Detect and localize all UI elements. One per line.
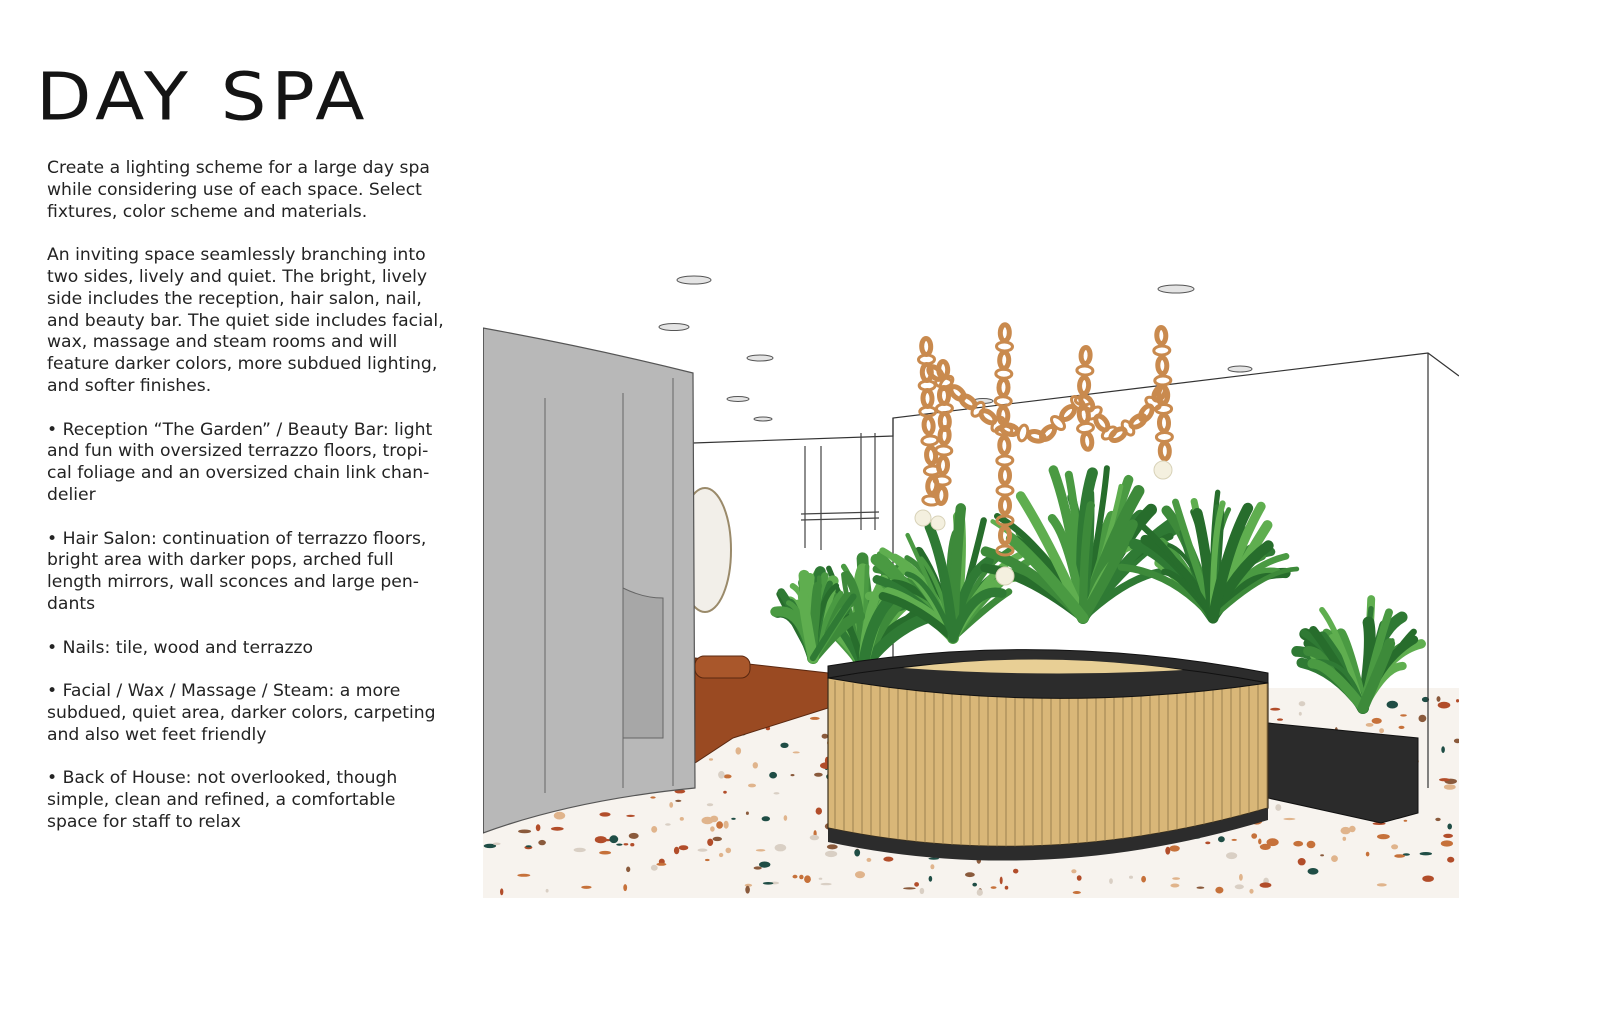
terrazzo-chip — [1235, 884, 1244, 889]
terrazzo-chip — [1438, 702, 1451, 709]
chain-link — [1000, 352, 1009, 368]
terrazzo-chip — [500, 888, 503, 895]
terrazzo-chip — [1387, 701, 1398, 709]
terrazzo-chip — [1077, 875, 1082, 881]
chain-link — [1001, 528, 1010, 544]
terrazzo-chip — [595, 836, 607, 843]
terrazzo-chip — [903, 887, 916, 889]
terrazzo-chip — [810, 835, 819, 840]
terrazzo-chip — [1441, 746, 1445, 753]
terrazzo-chip — [1400, 714, 1407, 716]
terrazzo-chip — [965, 872, 975, 877]
chain-link — [936, 446, 952, 456]
terrazzo-chip — [726, 848, 732, 854]
terrazzo-chip — [972, 883, 977, 887]
terrazzo-chip — [517, 874, 530, 877]
terrazzo-chip — [1441, 840, 1453, 846]
terrazzo-chip — [1308, 868, 1319, 875]
terrazzo-chip — [1444, 784, 1456, 790]
terrazzo-chip — [1331, 855, 1338, 862]
terrazzo-chip — [680, 817, 684, 821]
terrazzo-chip — [867, 858, 872, 862]
terrazzo-chip — [799, 875, 803, 880]
terrazzo-chip — [665, 823, 671, 826]
terrazzo-chip — [854, 849, 860, 856]
chain-link — [1158, 357, 1168, 373]
terrazzo-chip — [1379, 728, 1384, 733]
terrazzo-chip — [581, 886, 591, 889]
chain-link — [1082, 433, 1093, 450]
terrazzo-chip — [930, 864, 934, 869]
terrazzo-chip — [626, 867, 630, 873]
bullet-nails: • Nails: tile, wood and terrazzo — [47, 637, 314, 658]
chain-link — [1001, 468, 1010, 484]
terrazzo-chip — [819, 878, 823, 880]
terrazzo-chip — [1341, 827, 1351, 834]
terrazzo-chip — [756, 849, 766, 851]
terrazzo-chip — [554, 812, 565, 820]
terrazzo-chip — [1277, 718, 1283, 720]
terrazzo-chip — [1307, 841, 1316, 848]
terrazzo-chip — [883, 857, 893, 862]
chain-link — [1049, 414, 1067, 432]
terrazzo-chip — [1215, 887, 1223, 894]
terrazzo-chip — [518, 830, 531, 834]
terrazzo-chip — [1298, 858, 1306, 865]
terrazzo-chip — [1231, 839, 1237, 841]
terrazzo-chip — [1404, 820, 1408, 822]
terrazzo-chip — [719, 853, 723, 857]
terrazzo-chip — [538, 840, 546, 845]
terrazzo-chip — [748, 784, 756, 788]
terrazzo-chip — [574, 848, 586, 852]
terrazzo-chip — [780, 743, 788, 748]
terrazzo-chip — [1141, 876, 1146, 883]
terrazzo-chip — [1299, 701, 1306, 706]
terrazzo-chip — [1169, 845, 1179, 851]
chain-link — [999, 379, 1008, 395]
terrazzo-chip — [674, 847, 679, 854]
terrazzo-chip — [656, 863, 666, 866]
terrazzo-chip — [1073, 891, 1081, 894]
terrazzo-chip — [977, 889, 983, 896]
reception-sketch — [483, 268, 1459, 898]
terrazzo-chip — [920, 888, 925, 894]
terrazzo-chip — [1443, 834, 1453, 838]
chain-link — [923, 417, 933, 434]
chain-link — [1001, 498, 1010, 514]
spa-rendering — [483, 268, 1459, 898]
terrazzo-chip — [754, 866, 762, 869]
chain-link — [923, 390, 932, 406]
chain-link — [1081, 347, 1091, 363]
terrazzo-chip — [1293, 841, 1303, 847]
terrazzo-chip — [651, 865, 658, 871]
terrazzo-chip — [1005, 886, 1009, 890]
terrazzo-chip — [1239, 874, 1243, 881]
concept-paragraph: An inviting space seamlessly branching into two sides, lively and quiet. The bright, lively side includes the reception, hair salon, nail, and beauty bar. The quiet side includes facial, wax, massage and steam rooms and will feature darker colors, more subdued lighting, and softer finishes. — [47, 245, 444, 396]
chain-link — [1000, 325, 1009, 341]
terrazzo-chip — [1275, 804, 1281, 811]
terrazzo-chip — [705, 859, 710, 861]
terrazzo-chip — [716, 821, 723, 829]
terrazzo-chip — [1447, 857, 1454, 863]
terrazzo-chip — [736, 747, 742, 754]
terrazzo-chip — [1251, 833, 1257, 839]
terrazzo-chip — [650, 796, 655, 798]
terrazzo-chip — [710, 826, 715, 831]
terrazzo-chip — [1377, 834, 1390, 839]
chain-link — [1159, 415, 1168, 431]
terrazzo-chip — [1172, 877, 1180, 880]
terrazzo-chip — [626, 815, 635, 817]
pendant-fixture — [801, 433, 879, 550]
terrazzo-chip — [1218, 836, 1225, 842]
terrazzo-chip — [745, 886, 750, 894]
terrazzo-chip — [698, 849, 708, 852]
chain-link — [922, 435, 939, 445]
glass-partition — [483, 328, 695, 833]
terrazzo-chip — [1071, 869, 1076, 873]
terrazzo-chip — [762, 816, 770, 821]
terrazzo-chip — [551, 827, 564, 831]
terrazzo-chip — [1447, 824, 1452, 830]
terrazzo-chip — [1377, 883, 1387, 886]
terrazzo-chip — [707, 839, 713, 846]
terrazzo-chip — [624, 843, 629, 845]
chain-link — [995, 397, 1011, 406]
terrazzo-chip — [1270, 708, 1280, 711]
terrazzo-chip — [1399, 726, 1405, 729]
chain-link — [1077, 366, 1093, 376]
bullet-reception: • Reception “The Garden” / Beauty Bar: light and fun with oversized terrazzo floors, tropi-cal foliage and an oversized chain link chan-delier — [47, 419, 433, 505]
reception-desk — [828, 650, 1268, 861]
bullet-back-of-house: • Back of House: not overlooked, though simple, clean and refined, a comfortable space for staff to relax — [47, 768, 398, 832]
terrazzo-chip — [709, 758, 713, 760]
terrazzo-chip — [1013, 869, 1018, 874]
terrazzo-chip — [1267, 838, 1279, 846]
terrazzo-chip — [822, 734, 828, 739]
terrazzo-chip — [774, 792, 780, 794]
terrazzo-chip — [1343, 837, 1347, 841]
terrazzo-chip — [769, 772, 777, 779]
terrazzo-chip — [827, 844, 838, 849]
chain-link — [1157, 327, 1167, 343]
chain-link — [1079, 377, 1089, 393]
terrazzo-chip — [746, 812, 749, 815]
terrazzo-chip — [713, 837, 722, 841]
chain-link — [1156, 432, 1172, 441]
terrazzo-chip — [784, 815, 788, 821]
chain-link — [1154, 346, 1170, 356]
terrazzo-chip — [1165, 847, 1170, 855]
terrazzo-chip — [616, 844, 622, 846]
chain-link — [997, 456, 1013, 466]
terrazzo-chip — [1226, 852, 1237, 859]
terrazzo-chip — [759, 862, 770, 868]
brief-text — [47, 158, 447, 856]
bullet-hair-salon: • Hair Salon: continuation of terrazzo floors, bright area with darker pops, arched full length mirrors, wall sconces and large pen-dants — [47, 528, 427, 614]
terrazzo-chip — [669, 802, 673, 808]
terrazzo-chip — [707, 803, 713, 806]
terrazzo-chip — [810, 717, 820, 720]
terrazzo-chip — [763, 882, 774, 885]
chain-link — [940, 427, 950, 443]
terrazzo-chip — [731, 818, 735, 820]
intro-paragraph: Create a lighting scheme for a large day spa while considering use of each space. Select fixtures, color scheme and materials. — [47, 158, 430, 222]
chain-link — [920, 407, 936, 416]
terrazzo-chip — [623, 884, 627, 891]
terrazzo-chip — [710, 816, 718, 823]
terrazzo-chip — [1419, 715, 1427, 722]
chain-link — [1001, 423, 1019, 436]
chain-link — [921, 338, 930, 354]
terrazzo-chip — [821, 883, 832, 885]
terrazzo-chip — [1366, 723, 1374, 727]
terrazzo-chip — [651, 826, 657, 833]
terrazzo-chip — [804, 875, 811, 883]
terrazzo-chip — [1394, 854, 1405, 858]
terrazzo-chip — [599, 851, 611, 855]
terrazzo-chip — [791, 774, 795, 776]
terrazzo-chip — [1366, 852, 1370, 857]
terrazzo-chip — [1197, 887, 1205, 889]
terrazzo-chip — [1260, 882, 1272, 887]
terrazzo-chip — [630, 843, 634, 846]
terrazzo-chip — [629, 833, 639, 839]
bullet-facial-wax: • Facial / Wax / Massage / Steam: a more subdued, quiet area, darker colors, carpeting and also wet feet friendly — [47, 681, 436, 745]
chain-link — [997, 486, 1013, 495]
terrazzo-chip — [814, 773, 823, 777]
chain-link — [1000, 437, 1010, 453]
terrazzo-chip — [1439, 778, 1450, 781]
terrazzo-chip — [1320, 854, 1324, 856]
terrazzo-chip — [816, 808, 822, 815]
chain-link — [949, 384, 967, 401]
terrazzo-chip — [1258, 839, 1261, 845]
terrazzo-chip — [1249, 889, 1253, 894]
terrazzo-chip — [991, 886, 997, 889]
terrazzo-chip — [546, 889, 549, 893]
terrazzo-chip — [526, 845, 532, 847]
terrazzo-chip — [679, 845, 689, 850]
chain-link — [1160, 443, 1169, 459]
terrazzo-chip — [1129, 876, 1133, 879]
terrazzo-chip — [753, 762, 758, 768]
terrazzo-chip — [914, 882, 919, 887]
terrazzo-chip — [793, 875, 798, 879]
terrazzo-chip — [1283, 818, 1295, 820]
terrazzo-chip — [718, 771, 725, 779]
terrazzo-chip — [1420, 852, 1432, 855]
page-title: DAY SPA — [36, 58, 370, 136]
terrazzo-chip — [724, 821, 729, 829]
terrazzo-chip — [1372, 718, 1382, 724]
terrazzo-chip — [1435, 818, 1440, 821]
terrazzo-chip — [793, 751, 800, 753]
terrazzo-chip — [609, 835, 618, 843]
terrazzo-chip — [775, 844, 787, 851]
terrazzo-chip — [1109, 878, 1113, 884]
terrazzo-chip — [599, 812, 610, 816]
terrazzo-chip — [855, 871, 865, 878]
terrazzo-chip — [536, 824, 541, 831]
terrazzo-chip — [1422, 876, 1434, 882]
terrazzo-chip — [1000, 877, 1003, 885]
terrazzo-chip — [929, 876, 933, 882]
terrazzo-chip — [1299, 712, 1302, 716]
terrazzo-chip — [825, 851, 837, 857]
terrazzo-chip — [493, 843, 501, 846]
terrazzo-chip — [675, 800, 681, 802]
terrazzo-chip — [1437, 696, 1441, 702]
terrazzo-chip — [1170, 884, 1179, 888]
chain-link — [938, 457, 948, 473]
terrazzo-chip — [1205, 842, 1210, 845]
terrazzo-chip — [724, 774, 732, 778]
terrazzo-chip — [723, 791, 727, 794]
chain-link — [936, 487, 946, 503]
terrazzo-chip — [1391, 844, 1398, 849]
